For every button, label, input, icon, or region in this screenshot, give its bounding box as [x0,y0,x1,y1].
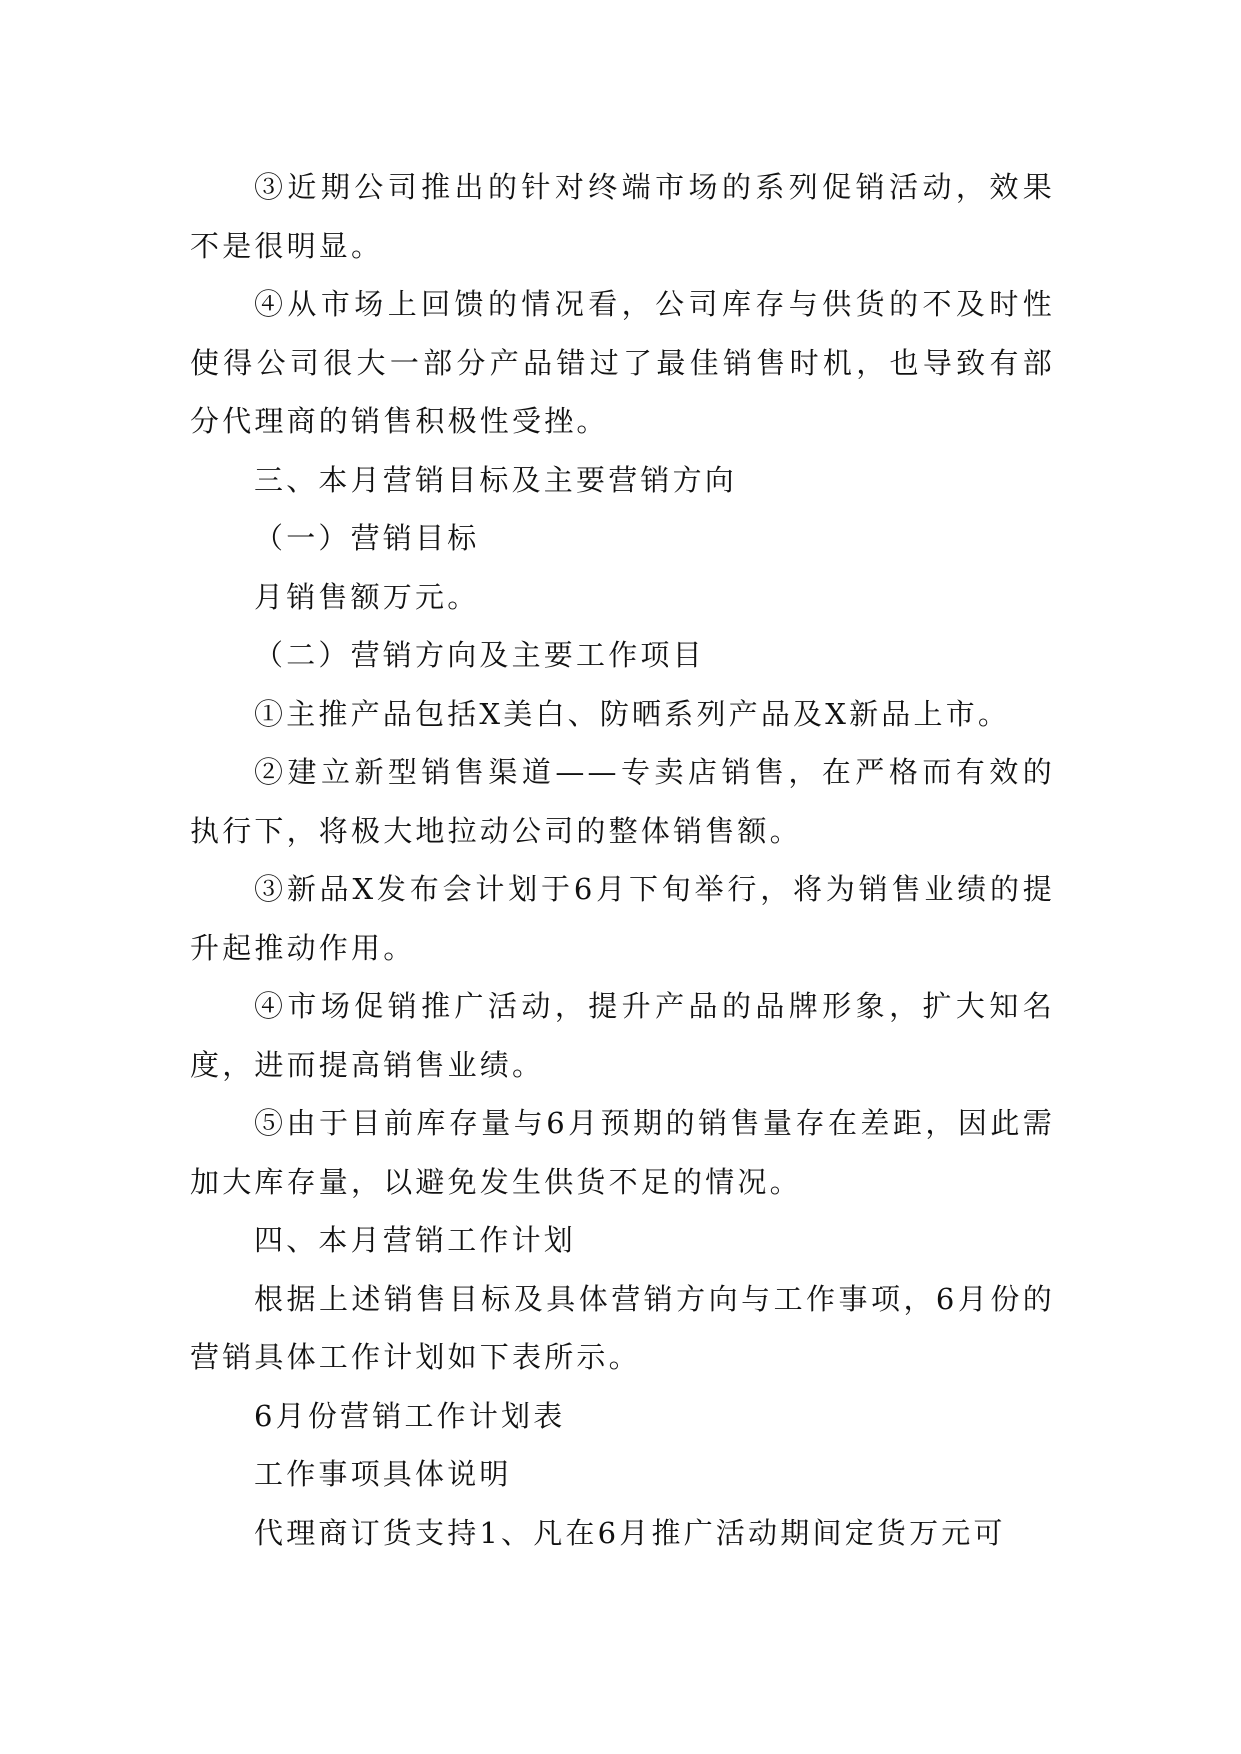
paragraph-item-4-promotion: ④市场促销推广活动，提升产品的品牌形象，扩大知名度，进而提高销售业绩。 [190,989,1055,1082]
subheading-marketing-direction: （二）营销方向及主要工作项目 [254,638,705,672]
paragraph-monthly-sales: 月销售额万元。 [254,579,480,614]
section-heading-4: 四、本月营销工作计划 [254,1223,577,1257]
paragraph-plan-intro: 根据上述销售目标及具体营销方向与工作事项，6月份的营销具体工作计划如下表所示。 [190,1281,1055,1374]
subheading-marketing-target: （一）营销目标 [254,521,480,555]
table-row-agent-order: 代理商订货支持1、凡在6月推广活动期间定货万元可 [254,1515,1006,1550]
paragraph-item-3-promotion-effect: ③近期公司推出的针对终端市场的系列促销活动，效果不是很明显。 [190,170,1055,263]
paragraph-item-1-main-products: ①主推产品包括X美白、防晒系列产品及X新品上市。 [254,696,1011,731]
paragraph-item-2-sales-channel: ②建立新型销售渠道——专卖店销售，在严格而有效的执行下，将极大地拉动公司的整体销售额。 [190,755,1055,848]
document-body [190,158,1055,1562]
table-title: 6月份营销工作计划表 [254,1398,566,1433]
section-heading-3: 三、本月营销目标及主要营销方向 [254,462,738,497]
paragraph-item-4-inventory-supply: ④从市场上回馈的情况看，公司库存与供货的不及时性使得公司很大一部分产品错过了最佳销售时机，也导致有部分代理商的销售积极性受挫。 [190,287,1055,438]
paragraph-item-3-launch-event: ③新品X发布会计划于6月下旬举行，将为销售业绩的提升起推动作用。 [190,872,1055,965]
table-header-row: 工作事项具体说明 [254,1457,512,1491]
paragraph-item-5-inventory: ⑤由于目前库存量与6月预期的销售量存在差距，因此需加大库存量，以避免发生供货不足的情况。 [190,1106,1055,1199]
